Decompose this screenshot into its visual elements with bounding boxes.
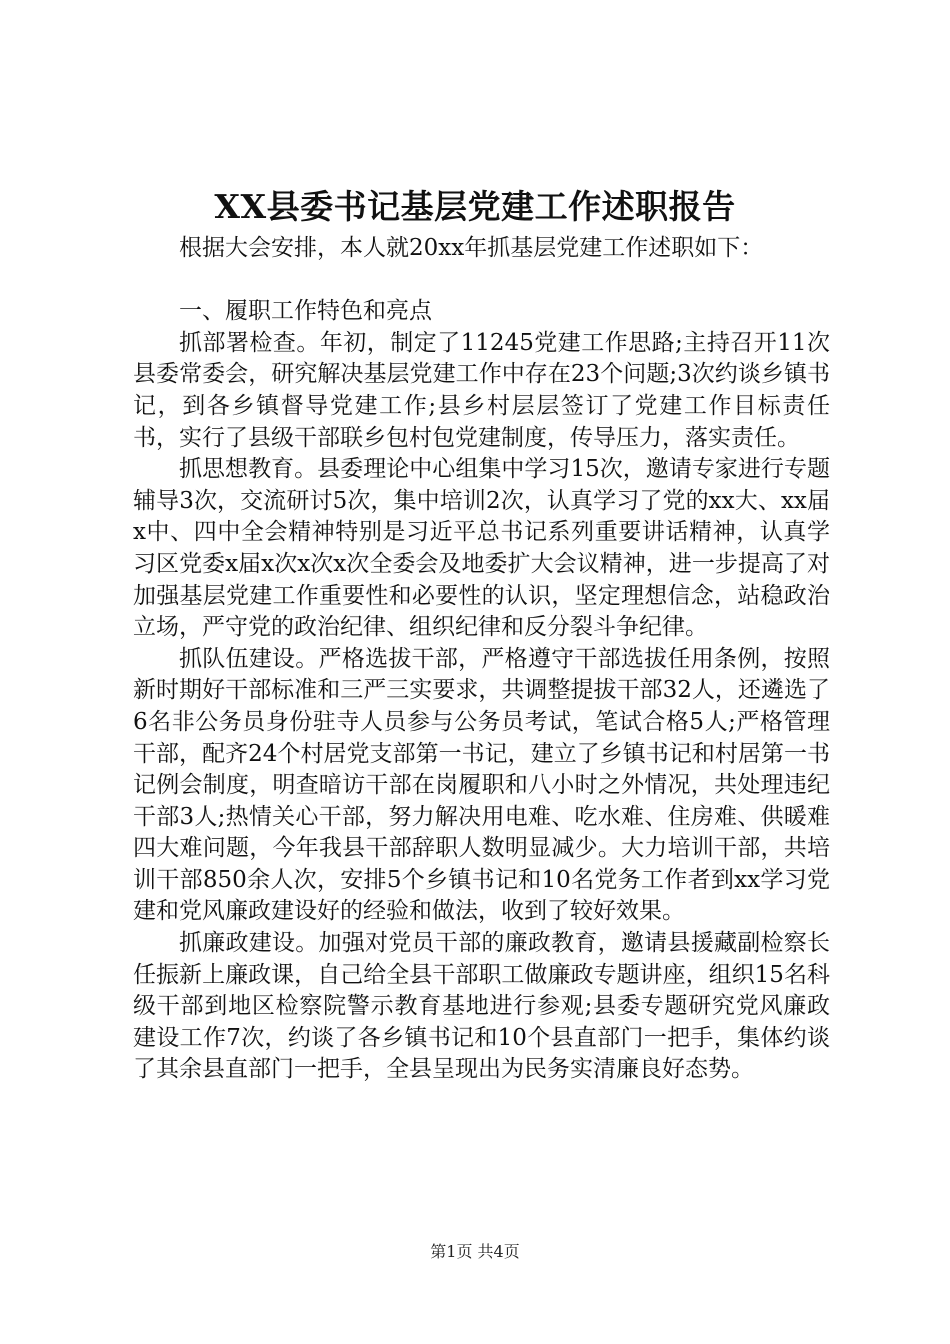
page-footer: 第1页 共4页 bbox=[430, 1242, 520, 1261]
paragraph-team: 抓队伍建设。严格选拔干部，严格遵守干部选拔任用条例，按照新时期好干部标准和三严三实要求，共调整提拔干部32人，还遴选了6名非公务员身份驻寺人员参与公务员考试，笔试合格5人;严格管理干部，配齐24个村居党支部第一书记，建立了乡镇书记和村居第一书记例会制度，明查暗访干部在岗履职和八小时之外情况，共处理违纪干部3人;热情关心干部，努力解决用电难、吃水难、住房难、供暖难四大难问题，今年我县干部辞职人数明显减少。大力培训干部，共培训干部850余人次，安排5个乡镇书记和10名党务工作者到xx学习党建和党风廉政建设好的经验和做法，收到了较好效果。 bbox=[133, 645, 830, 925]
paragraph-ideology: 抓思想教育。县委理论中心组集中学习15次，邀请专家进行专题辅导3次，交流研讨5次，集中培训2次，认真学习了党的xx大、xx届x中、四中全会精神特别是习近平总书记系列重要讲话精神，认真学习区党委x届x次x次x次全委会及地委扩大会议精神，进一步提高了对加强基层党建工作重要性和必要性的认识，坚定理想信念，站稳政治立场，严守党的政治纪律、组织纪律和反分裂斗争纪律。 bbox=[133, 456, 830, 641]
blank-line bbox=[133, 265, 830, 297]
paragraph-deployment: 抓部署检查。年初，制定了11245党建工作思路;主持召开11次县委常委会，研究解决基层党建工作中存在23个问题;3次约谈乡镇书记，到各乡镇督导党建工作;县乡村层层签订了党建工作目标责任书，实行了县级干部联乡包村包党建制度，传导压力，落实责任。 bbox=[133, 329, 830, 451]
document-body bbox=[133, 233, 830, 1086]
intro-paragraph: 根据大会安排，本人就20xx年抓基层党建工作述职如下： bbox=[179, 235, 764, 261]
paragraph-integrity: 抓廉政建设。加强对党员干部的廉政教育，邀请县援藏副检察长任振新上廉政课，自己给全县干部职工做廉政专题讲座，组织15名科级干部到地区检察院警示教育基地进行参观;县委专题研究党风廉政建设工作7次，约谈了各乡镇书记和10个县直部门一把手，集体约谈了其余县直部门一把手，全县呈现出为民务实清廉良好态势。 bbox=[133, 930, 830, 1083]
document-title: XX县委书记基层党建工作述职报告 bbox=[214, 187, 736, 226]
section-heading: 一、履职工作特色和亮点 bbox=[179, 298, 432, 325]
